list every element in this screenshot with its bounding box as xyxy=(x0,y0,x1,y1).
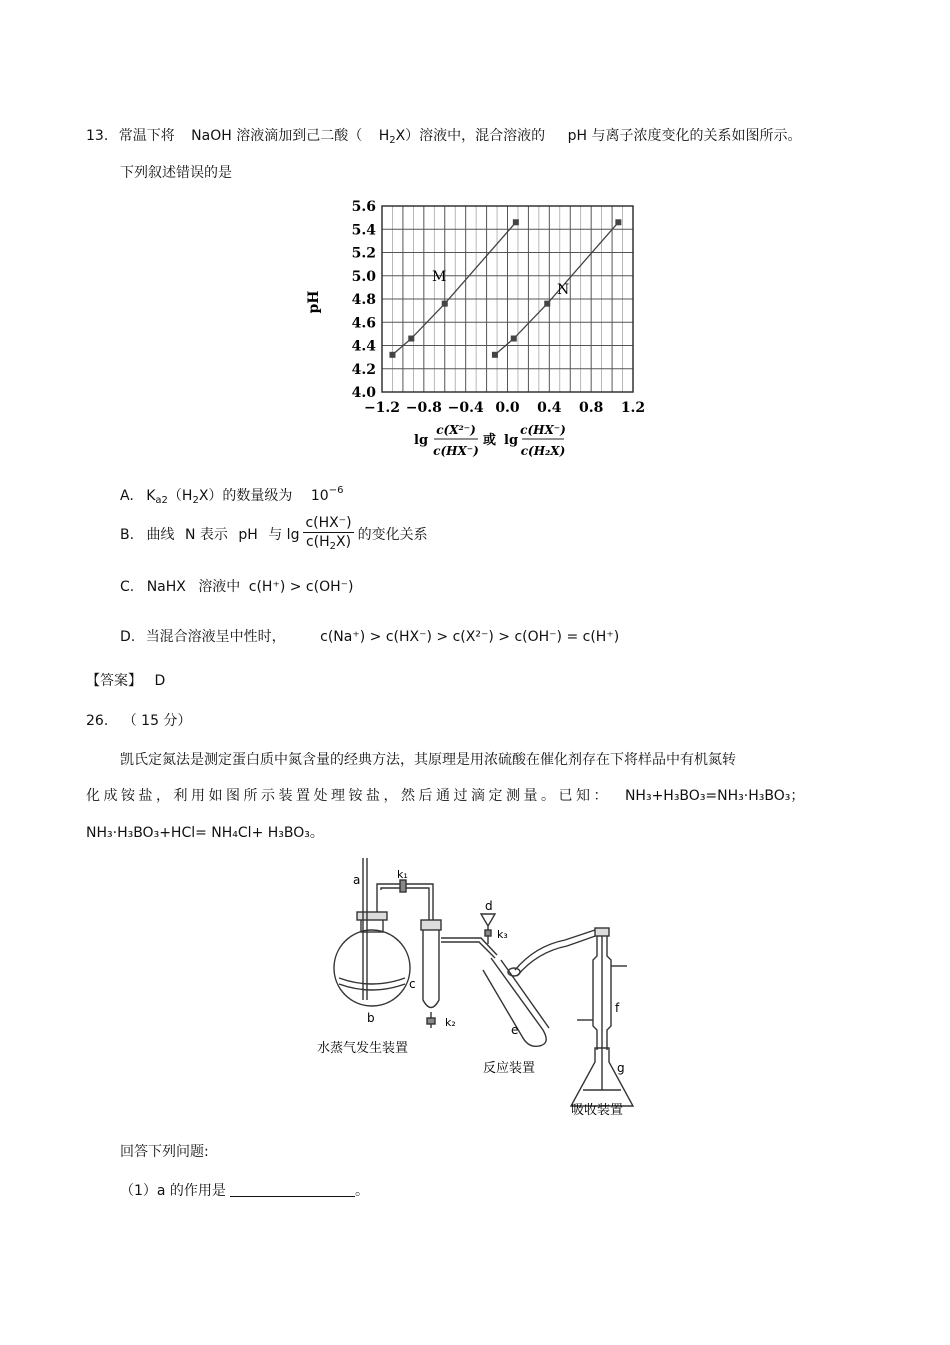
y-tick-label: 5.0 xyxy=(351,268,376,285)
data-point-M xyxy=(408,336,414,342)
option-a: A. $K_{a2}(H_2X)$的数量级为 $10^{-6}$ xyxy=(120,485,344,506)
q26-equation-2: NH₃·H₃BO₃+HCl= NH₄Cl+ H₃BO₃。 xyxy=(86,825,324,841)
chart-grid xyxy=(382,206,633,392)
answer xyxy=(86,671,165,691)
label-absorption-apparatus: 吸收装置 xyxy=(571,1103,624,1118)
label-d: d xyxy=(485,899,493,913)
condenser-f xyxy=(593,936,597,1050)
x-label-num-2: c(HX⁻) xyxy=(520,423,566,437)
x-label-lg-1: lg xyxy=(414,433,429,448)
label-k3: k₃ xyxy=(497,928,508,941)
q26-paragraph-1: 凯氏定氮法是测定蛋白质中氮含量的经典方法，其原理是用浓硫酸在催化剂存在下将样品中有机氮转 xyxy=(120,752,736,768)
question-number: 26. xyxy=(86,713,109,729)
answer-label: 【答案】 xyxy=(86,673,142,689)
y-axis-label: pH xyxy=(306,290,322,314)
q26-prompt: 回答下列问题: xyxy=(120,1144,209,1160)
label-reaction-apparatus: 反应装置 xyxy=(483,1061,536,1076)
q13-stem: 13. 常温下将 NaOH 溶液滴加到己二酸（ $H_2X$）溶液中，混合溶液的 pH 与离子浓度变化的关系如图所示。 xyxy=(86,128,802,146)
option-d: D. 当混合溶液呈中性时， c(Na⁺) > c(HX⁻) > c(X²⁻) > c(OH⁻) = c(H⁺) xyxy=(120,629,620,645)
flask-stopper xyxy=(357,912,387,920)
y-tick-label: 4.2 xyxy=(351,361,376,378)
x-label-or: 或 xyxy=(483,433,497,448)
y-tick-label: 4.6 xyxy=(351,315,376,332)
round-bottom-flask-b xyxy=(334,930,410,1006)
data-point-M xyxy=(389,352,395,358)
label-b: b xyxy=(367,1011,375,1025)
x-tick-label: −0.8 xyxy=(405,400,442,416)
question-number: 13. xyxy=(86,128,109,144)
flask-water xyxy=(339,978,405,984)
data-point-M xyxy=(442,301,448,307)
y-tick-label: 4.0 xyxy=(351,385,376,401)
x-tick-label: −0.4 xyxy=(447,400,484,416)
kjeldahl-apparatus-diagram xyxy=(305,850,655,1125)
x-tick-label: 0.0 xyxy=(495,400,520,416)
valve-k2 xyxy=(427,1018,435,1024)
answer-value: D xyxy=(154,673,166,689)
y-tick-label: 4.4 xyxy=(351,338,376,355)
label-c: c xyxy=(409,977,416,991)
option-c: C. NaHX 溶液中 c(H⁺) > c(OH⁻) xyxy=(120,579,354,595)
q26-heading: 26. （ 15 分） xyxy=(86,713,192,729)
y-tick-label: 5.2 xyxy=(351,245,376,262)
data-point-N xyxy=(615,219,621,225)
label-e: e xyxy=(511,1023,519,1037)
valve-k3 xyxy=(485,930,491,936)
option-b-fraction: $\frac{c(HX^-)}{c(H_2X)}$ xyxy=(305,515,352,552)
valve-k1 xyxy=(400,880,406,892)
label-g: g xyxy=(617,1061,625,1075)
label-steam-generator: 水蒸气发生装置 xyxy=(317,1041,409,1056)
label-a: a xyxy=(353,873,361,887)
q26-paragraph-2: 化成铵盐，利用如图所示装置处理铵盐，然后通过滴定测量。已知： NH₃+H₃BO₃=NH₃·H₃BO₃； xyxy=(86,788,805,804)
data-point-M xyxy=(513,219,519,225)
y-tick-label: 4.8 xyxy=(351,292,376,308)
label-k2: k₂ xyxy=(445,1016,456,1029)
data-point-N xyxy=(511,336,517,342)
label-f: f xyxy=(615,1001,620,1015)
x-label-lg-2: lg xyxy=(504,433,519,448)
funnel-d xyxy=(481,914,495,926)
ph-chart xyxy=(300,190,650,470)
data-point-N xyxy=(492,352,498,358)
x-tick-label: 0.4 xyxy=(537,400,562,416)
x-label-den-2: c(H₂X) xyxy=(520,444,566,458)
x-label-num-1: c(X²⁻) xyxy=(436,423,476,437)
q13-stem-2: 下列叙述错误的是 xyxy=(120,165,232,181)
x-tick-label: 0.8 xyxy=(578,400,604,416)
label-k1: k₁ xyxy=(397,868,408,881)
series-label-n: N xyxy=(557,282,570,298)
x-tick-label: −1.2 xyxy=(363,400,401,416)
trap-c xyxy=(423,930,439,1008)
y-tick-label: 5.4 xyxy=(351,222,376,239)
answer-blank[interactable] xyxy=(230,1182,355,1197)
q26-sub-question-1: （1）a 的作用是 。 xyxy=(120,1183,369,1199)
x-label-den-1: c(HX⁻) xyxy=(433,444,479,458)
series-label-m: M xyxy=(432,269,447,285)
x-tick-label: 1.2 xyxy=(620,400,646,416)
y-tick-label: 5.6 xyxy=(351,199,376,215)
chart-ticks xyxy=(352,199,646,416)
option-b: B. 曲线 N 表示 pH 与 lg $\frac{c(HX^-)}{c(H_2X)}$ 的变化关系 xyxy=(120,514,428,556)
data-point-N xyxy=(544,301,550,307)
